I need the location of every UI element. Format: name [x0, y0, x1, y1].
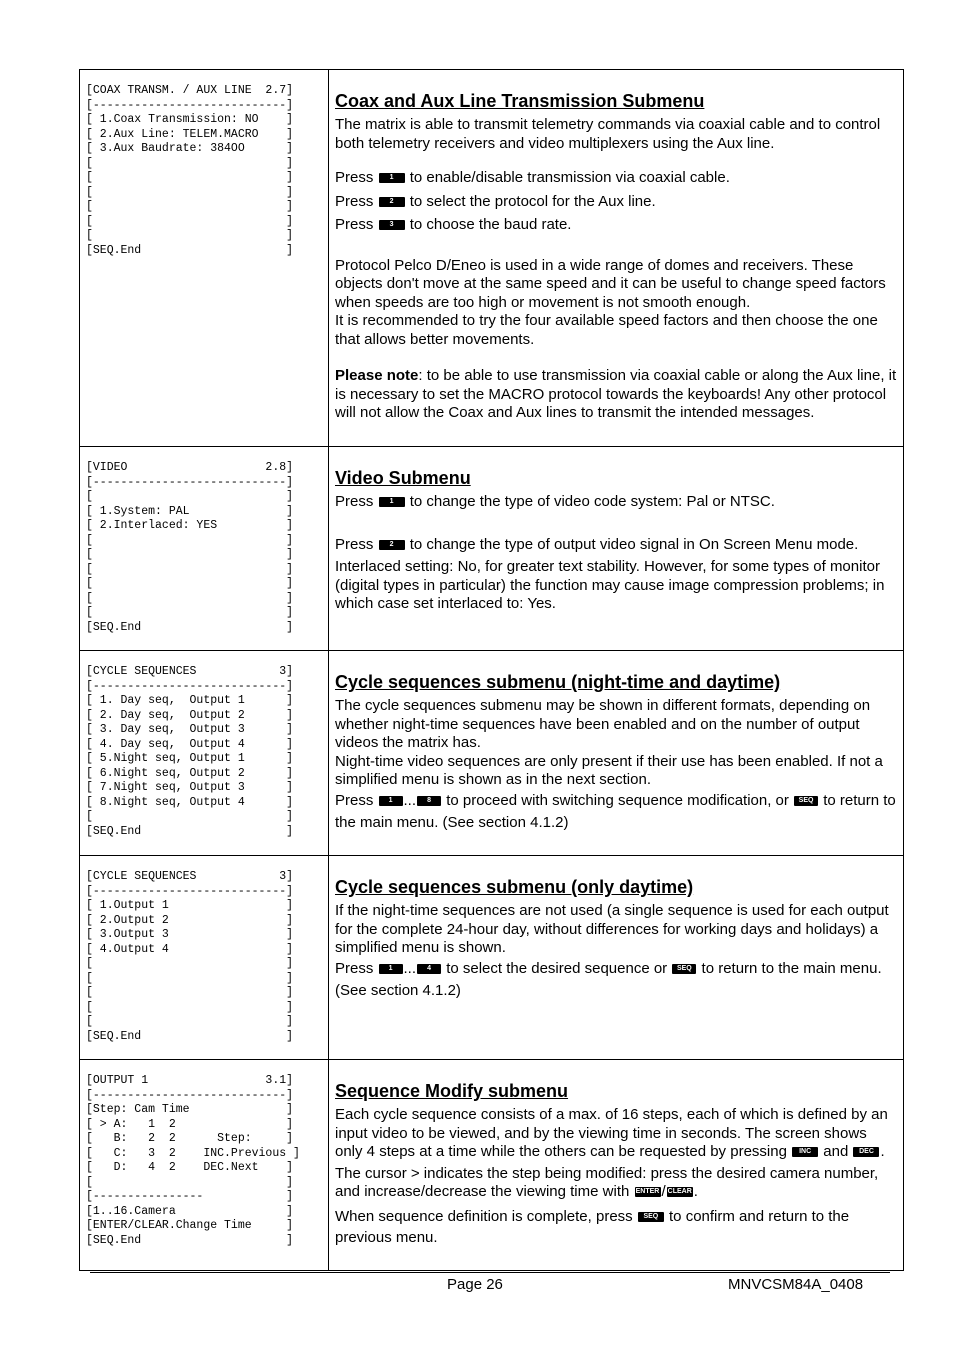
- key-2-icon: 2: [379, 197, 405, 207]
- osd-line: [ ]: [86, 171, 294, 184]
- osd-line: [ 4.Output 4 ]: [86, 942, 294, 956]
- osd-line: [1..16.Camera ]: [86, 1204, 294, 1218]
- osd-line: [VIDEO 2.8]: [86, 461, 294, 474]
- osd-line: [ 1. Day seq, Output 1 ]: [86, 694, 294, 707]
- osd-line: [ 8.Night seq, Output 4 ]: [86, 795, 294, 809]
- press-line-3: Press 3 to choose the baud rate.: [335, 216, 572, 233]
- osd-line: [SEQ.End ]: [86, 1029, 294, 1043]
- section-title: Coax and Aux Line Transmission Submenu: [335, 91, 705, 111]
- press-line-1: Press 1 to enable/disable transmission via coaxial cable.: [335, 169, 730, 186]
- osd-line: [ ]: [86, 606, 294, 619]
- modify-paragraph-2: The cursor > indicates the step being modified: press the desired camera number, and increase/decrease the viewing time with ENTER / CLEAR .: [335, 1164, 879, 1200]
- osd-screen-output: [80, 1060, 328, 1248]
- section-cycle-night-day: [80, 651, 904, 856]
- section-video: [80, 447, 904, 651]
- osd-line: [ 7.Night seq, Output 3 ]: [86, 781, 294, 794]
- key-seq-icon: SEQ: [638, 1212, 664, 1222]
- osd-line: [ 3.Aux Baudrate: 384OO ]: [86, 142, 294, 155]
- key-2-icon: 2: [379, 540, 405, 550]
- osd-line: [SEQ.End ]: [86, 824, 294, 838]
- osd-line: [ 2. Day seq, Output 2 ]: [86, 708, 294, 722]
- osd-line: [---------------- ]: [86, 1190, 294, 1203]
- modify-paragraph-1: Each cycle sequence consists of a max. of 16 steps, each of which is defined by an input video to be viewed, and by the viewing time in seconds. The screen shows only 4 steps at a time while the others can be requested by pressing INC and DEC .: [335, 1106, 888, 1160]
- osd-line: [----------------------------]: [86, 884, 294, 898]
- osd-line: [ 3.Output 3 ]: [86, 928, 294, 941]
- key-4-icon: 4: [417, 964, 441, 974]
- key-clear-icon: CLEAR: [667, 1188, 692, 1196]
- key-8-icon: 8: [417, 796, 441, 806]
- osd-line: [ ]: [86, 577, 294, 590]
- osd-line: [ ]: [86, 562, 294, 576]
- cycle-paragraph-1: The cycle sequences submenu may be shown in different formats, depending on whether night-time sequences have been enabled and on the number of output videos the matrix has.: [335, 697, 871, 751]
- section-title: Sequence Modify submenu: [335, 1081, 569, 1101]
- osd-line: [OUTPUT 1 3.1]: [86, 1074, 294, 1087]
- osd-line: [----------------------------]: [86, 1088, 294, 1102]
- osd-line: [ ]: [86, 1175, 294, 1189]
- osd-line: [ ]: [86, 229, 294, 242]
- note-label: Please note: [335, 367, 419, 384]
- osd-line: [ ]: [86, 533, 294, 547]
- note-paragraph: [335, 367, 897, 423]
- osd-line: [Step: Cam Time ]: [86, 1103, 294, 1116]
- key-inc-icon: INC: [792, 1147, 818, 1157]
- osd-line: [CYCLE SEQUENCES 3]: [86, 665, 294, 678]
- osd-line: [ 2.Aux Line: TELEM.MACRO ]: [86, 127, 294, 141]
- speed-factor-paragraph: It is recommended to try the four available speed factors and then choose the one that allows better movements.: [335, 312, 878, 348]
- key-enter-icon: ENTER: [635, 1188, 660, 1196]
- osd-line: [ C: 3 2 INC.Previous ]: [86, 1146, 300, 1160]
- description-cell: [329, 1060, 904, 1271]
- osd-line: [ D: 4 2 DEC.Next ]: [86, 1161, 294, 1174]
- osd-line: [COAX TRANSM. / AUX LINE 2.7]: [86, 84, 294, 97]
- intro-text: The matrix is able to transmit telemetry commands via coaxial cable and to control both telemetry receivers and video multiplexers using the Aux line.: [335, 116, 881, 152]
- osd-line: [ ]: [86, 986, 294, 999]
- osd-line: [ 2.Interlaced: YES ]: [86, 519, 294, 532]
- key-1-icon: 1: [379, 497, 405, 507]
- osd-line: [ ]: [86, 957, 294, 970]
- press-range-line: Press 1 ... 8 to proceed with switching sequence modification, or SEQ to return to the main menu. (See section 4.1.2): [335, 791, 896, 831]
- section-title: Cycle sequences submenu (night-time and daytime): [335, 672, 781, 692]
- footer-divider: [90, 1272, 890, 1273]
- osd-line: [ ]: [86, 156, 294, 170]
- press-line-2: Press 2 to change the type of output video signal in On Screen Menu mode.: [335, 535, 859, 553]
- osd-line: [ ]: [86, 185, 294, 199]
- section-title: Video Submenu: [335, 468, 471, 488]
- daytime-paragraph: If the night-time sequences are not used (a single sequence is used for each output for the complete 24-hour day, without differences for working days and holidays) a simplified menu is shown.: [335, 902, 889, 956]
- osd-line: [----------------------------]: [86, 475, 294, 489]
- key-seq-icon: SEQ: [672, 964, 696, 974]
- osd-line: [ ]: [86, 1000, 294, 1014]
- screen-cell: [80, 1060, 329, 1271]
- osd-line: [ ]: [86, 490, 294, 503]
- osd-line: [ ]: [86, 214, 294, 228]
- screen-cell: [80, 651, 329, 856]
- osd-line: [SEQ.End ]: [86, 243, 294, 257]
- section-cycle-day-only: [80, 856, 904, 1060]
- pelco-paragraph: Protocol Pelco D/Eneo is used in a wide range of domes and receivers. These objects don't move at the same speed and it can be useful to change speed factors when speeds are too high or movement is not smooth enough.: [335, 256, 886, 311]
- osd-line: [ > A: 1 2 ]: [86, 1117, 294, 1131]
- osd-line: [CYCLE SEQUENCES 3]: [86, 870, 294, 883]
- description-cell: [329, 70, 904, 447]
- osd-line: [ 1.Coax Transmission: NO ]: [86, 113, 294, 126]
- osd-line: [ ]: [86, 971, 294, 985]
- osd-screen-coax: [80, 70, 328, 258]
- press-range-line: Press 1 ... 4 to select the desired sequence or SEQ to return to the main menu. (See section 4.1.2): [335, 959, 882, 999]
- osd-line: [----------------------------]: [86, 98, 294, 112]
- note-text: : to be able to use transmission via coaxial cable or along the Aux line, it is necessary to set the MACRO protocol towards the keyboards! Any other protocol will not allow the Coax and Aux lines to transmit the intended messages.: [335, 367, 897, 421]
- osd-line: [ 6.Night seq, Output 2 ]: [86, 766, 294, 780]
- osd-line: [SEQ.End ]: [86, 1233, 294, 1247]
- document-code: MNVCSM84A_0408: [728, 1276, 864, 1293]
- osd-line: [ ]: [86, 591, 294, 605]
- osd-line: [ B: 2 2 Step: ]: [86, 1132, 294, 1145]
- page-number: Page 26: [447, 1276, 503, 1293]
- osd-line: [----------------------------]: [86, 679, 294, 693]
- section-sequence-modify: [80, 1060, 904, 1271]
- screen-cell: [80, 447, 329, 651]
- modify-paragraph-3: When sequence definition is complete, press SEQ to confirm and return to the previous menu.: [335, 1207, 850, 1246]
- press-line-2: Press 2 to select the protocol for the Aux line.: [335, 192, 656, 210]
- section-title: Cycle sequences submenu (only daytime): [335, 877, 694, 897]
- key-dec-icon: DEC: [853, 1147, 879, 1157]
- screen-cell: [80, 856, 329, 1060]
- osd-line: [ 1.System: PAL ]: [86, 504, 294, 518]
- key-1-icon: 1: [379, 173, 405, 183]
- osd-line: [ 1.Output 1 ]: [86, 899, 294, 912]
- description-cell: [329, 856, 904, 1060]
- osd-line: [ 3. Day seq, Output 3 ]: [86, 723, 294, 736]
- osd-line: [ ]: [86, 200, 294, 213]
- osd-line: [ENTER/CLEAR.Change Time ]: [86, 1219, 294, 1232]
- description-cell: [329, 447, 904, 651]
- press-line-1: Press 1 to change the type of video code system: Pal or NTSC.: [335, 493, 775, 510]
- section-coax-aux: [80, 70, 904, 447]
- osd-line: [SEQ.End ]: [86, 620, 294, 634]
- key-seq-icon: SEQ: [794, 796, 818, 806]
- screen-cell: [80, 70, 329, 447]
- osd-screen-video: [80, 447, 328, 635]
- osd-line: [ 4. Day seq, Output 4 ]: [86, 737, 294, 751]
- osd-line: [ 5.Night seq, Output 1 ]: [86, 752, 294, 765]
- manual-table: [79, 69, 904, 1271]
- osd-line: [ 2.Output 2 ]: [86, 913, 294, 927]
- interlaced-paragraph: Interlaced setting: No, for greater text stability. However, for some types of monitor (digital types in particular) the function may cause image compression problems; in which case set interlaced to: Yes.: [335, 558, 885, 612]
- cycle-paragraph-2: Night-time video sequences are only present if their use has been enabled. If not a simplified menu is shown as in the next section.: [335, 752, 883, 788]
- key-3-icon: 3: [379, 220, 405, 230]
- osd-screen-cycle-full: [80, 651, 328, 839]
- osd-line: [ ]: [86, 810, 294, 823]
- description-cell: [329, 651, 904, 856]
- osd-screen-cycle-simple: [80, 856, 328, 1044]
- osd-line: [ ]: [86, 548, 294, 561]
- key-1-icon: 1: [379, 796, 403, 806]
- key-1-icon: 1: [379, 964, 403, 974]
- osd-line: [ ]: [86, 1015, 294, 1028]
